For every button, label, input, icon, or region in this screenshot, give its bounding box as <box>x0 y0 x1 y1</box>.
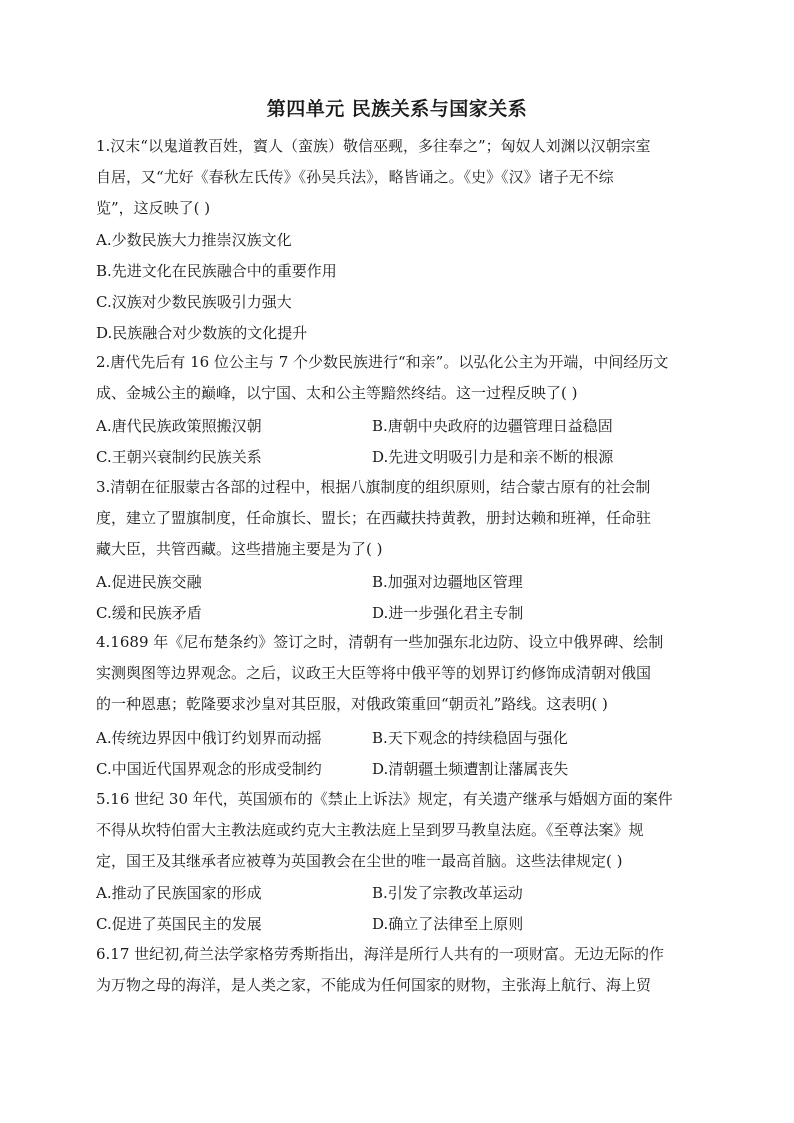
question-1-option-a: A.少数民族大力推崇汉族文化 <box>96 231 292 249</box>
question-1-option-b: B.先进文化在民族融合中的重要作用 <box>96 262 337 280</box>
question-text-line: 4.1689 年《尼布楚条约》签订之时，清朝有一些加强东北边防、设立中俄界碑、绘制 <box>96 633 664 651</box>
question-5-option-d: D.确立了法律至上原则 <box>372 915 524 933</box>
question-4-option-a: A.传统边界因中俄订约划界而动摇 <box>96 729 322 747</box>
question-3-stem <box>96 472 696 565</box>
question-3-option-d: D.进一步强化君主专制 <box>372 604 524 622</box>
question-3-option-c: C.缓和民族矛盾 <box>96 604 202 622</box>
question-text-line: 度，建立了盟旗制度，任命旗长、盟长；在西藏扶持黄教，册封达赖和班禅，任命驻 <box>96 509 652 527</box>
question-text-line: 藏大臣，共管西藏。这些措施主要是为了( ) <box>96 540 383 558</box>
question-2-stem <box>96 347 696 409</box>
question-text-line: 的一种恩惠；乾隆要求沙皇对其臣服，对俄政策重回“朝贡礼”路线。这表明( ) <box>96 695 608 713</box>
question-text-line: 6.17 世纪初,荷兰法学家格劳秀斯指出，海洋是所行人共有的一项财富。无边无际的作 <box>96 945 664 963</box>
question-5-option-c: C.促进了英国民主的发展 <box>96 915 262 933</box>
question-3-option-b: B.加强对边疆地区管理 <box>372 573 523 591</box>
question-text-line: 5.16 世纪 30 年代，英国颁布的《禁止上诉法》规定，有关遗产继承与婚姻方面的案件 <box>96 790 673 808</box>
question-text-line: 实测舆图等边界观念。之后，议政王大臣等将中俄平等的划界订约修饰成清朝对俄国 <box>96 664 652 682</box>
question-2-option-d: D.先进文明吸引力是和亲不断的根源 <box>372 448 614 466</box>
question-5-stem <box>96 784 696 877</box>
question-text-line: 定，国王及其继承者应被尊为英国教会在尘世的唯一最高首脑。这些法律规定( ) <box>96 852 623 870</box>
question-text-line: 览”，这反映了( ) <box>96 199 211 217</box>
question-text-line: 1.汉末“以鬼道教百姓，賨人（蛮族）敬信巫觋，多往奉之”；匈奴人刘渊以汉朝宗室 <box>96 137 651 155</box>
question-2-option-b: B.唐朝中央政府的边疆管理日益稳固 <box>372 417 613 435</box>
question-1-option-c: C.汉族对少数民族吸引力强大 <box>96 293 292 311</box>
question-2-option-a: A.唐代民族政策照搬汉朝 <box>96 417 262 435</box>
question-4-option-d: D.清朝疆土频遭割让藩属丧失 <box>372 760 569 778</box>
question-3-option-a: A.促进民族交融 <box>96 573 202 591</box>
question-5-option-a: A.推动了民族国家的形成 <box>96 884 262 902</box>
question-1-option-d: D.民族融合对少数族的文化提升 <box>96 324 308 342</box>
question-4-option-b: B.天下观念的持续稳固与强化 <box>372 729 568 747</box>
page-title: 第四单元 民族关系与国家关系 <box>266 98 528 120</box>
question-4-option-c: C.中国近代国界观念的形成受制约 <box>96 760 322 778</box>
question-text-line: 3.清朝在征服蒙古各部的过程中，根据八旗制度的组织原则，结合蒙古原有的社会制 <box>96 478 651 496</box>
question-2-option-c: C.王朝兴衰制约民族关系 <box>96 448 262 466</box>
question-text-line: 成、金城公主的巅峰，以宁国、太和公主等黯然终结。这一过程反映了( ) <box>96 384 578 402</box>
question-text-line: 自居，又“尤好《春秋左氏传》《孙吴兵法》，略皆诵之。《史》《汉》诸子无不综 <box>96 168 614 186</box>
question-text-line: 为万物之母的海洋，是人类之家，不能成为任何国家的财物，主张海上航行、海上贸 <box>96 976 652 994</box>
question-6-stem <box>96 939 696 1001</box>
question-5-option-b: B.引发了宗教改革运动 <box>372 884 523 902</box>
question-text-line: 不得从坎特伯雷大主教法庭或约克大主教法庭上呈到罗马教皇法庭。《至尊法案》规 <box>96 821 644 839</box>
question-text-line: 2.唐代先后有 16 位公主与 7 个少数民族进行“和亲”。以弘化公主为开端，中间经历文 <box>96 353 669 371</box>
question-4-stem <box>96 627 696 720</box>
question-1-stem <box>96 131 696 224</box>
